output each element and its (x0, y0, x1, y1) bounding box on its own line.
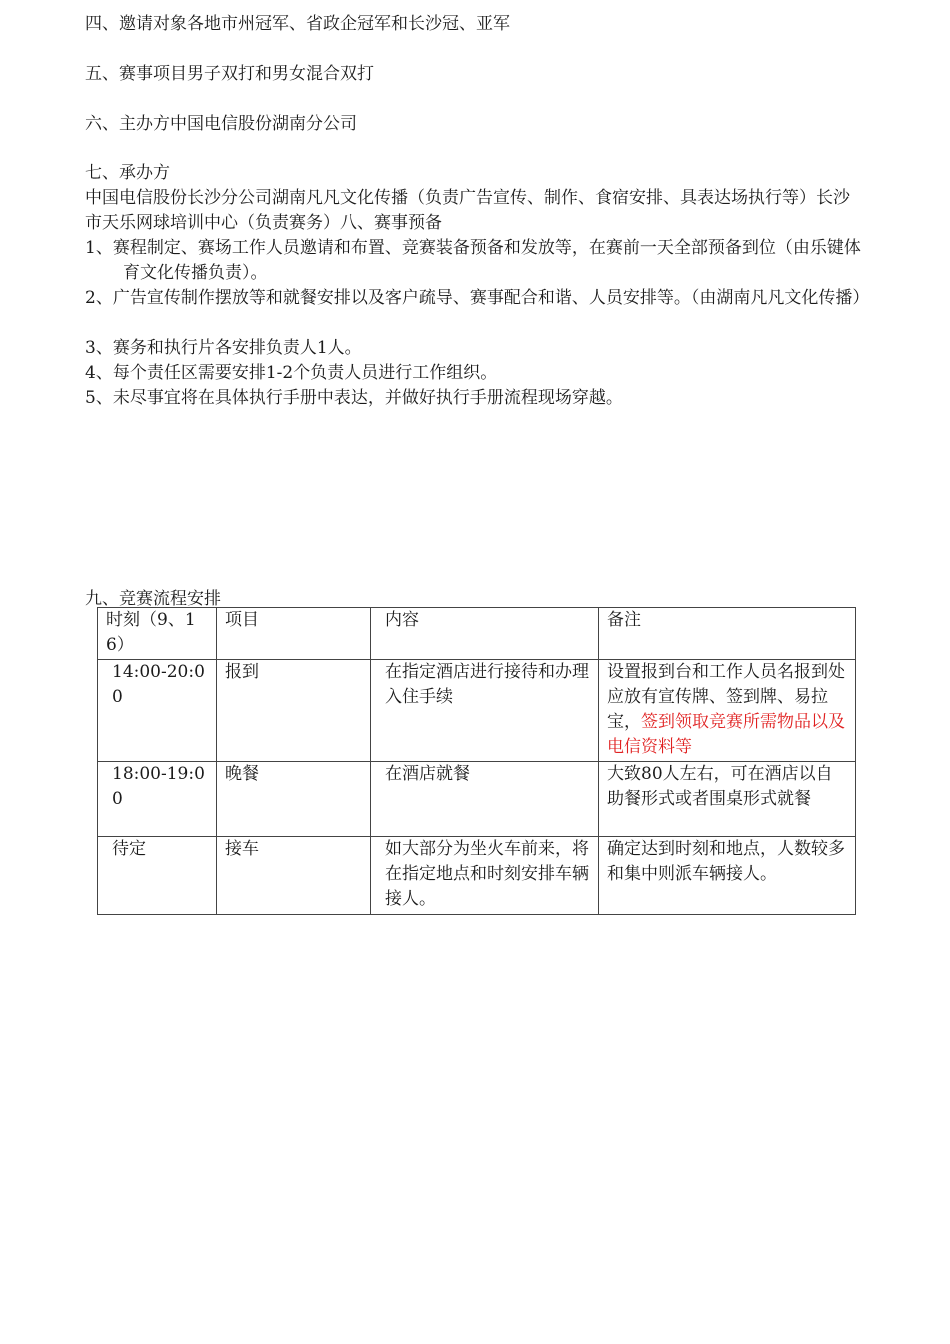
row-note-text: 确定达到时刻和地点，人数较多和集中则派车辆接人。 (607, 839, 845, 884)
section-5-events: 五、赛事项目男子双打和男女混合双打 (85, 64, 374, 84)
section-4-invitees: 四、邀请对象各地市州冠军、省政企冠军和长沙冠、亚军 (85, 14, 510, 34)
row-note (599, 660, 856, 762)
row-item: 报到 (217, 660, 371, 762)
header-item: 项目 (217, 608, 371, 660)
prep-item-1: 1、赛程制定、赛场工作人员邀请和布置、竞赛装备预备和发放等，在赛前一天全部预备到位（由乐键体育文化传播负责）。 (85, 238, 861, 283)
row-content: 如大部分为坐火车前来，将在指定地点和时刻安排车辆接人。 (371, 837, 599, 915)
header-note: 备注 (599, 608, 856, 660)
header-time: 时刻（9、16） (98, 608, 217, 660)
row-time: 14:00-20:00 (98, 660, 217, 762)
table-row (98, 837, 856, 915)
row-note-text: 大致80人左右，可在酒店以自助餐形式或者围桌形式就餐 (607, 764, 833, 809)
row-note (599, 762, 856, 837)
prep-item-5: 5、未尽事宜将在具体执行手册中表达，并做好执行手册流程现场穿越。 (85, 388, 623, 408)
row-note-text: 设置报到台和工作人员名报到处应放有宣传牌、签到牌、易拉宝， (607, 662, 845, 732)
row-note (599, 837, 856, 915)
table-row (98, 762, 856, 837)
row-item: 接车 (217, 837, 371, 915)
prep-item-3: 3、赛务和执行片各安排负责人1人。 (85, 338, 362, 358)
row-time: 待定 (98, 837, 217, 915)
header-content: 内容 (371, 608, 599, 660)
section-7-body: 中国电信股份长沙分公司湖南凡凡文化传播（负责广告宣传、制作、食宿安排、具表达场执行等）长沙市天乐网球培训中心（负责赛务）八、赛事预备 (85, 188, 850, 233)
row-item: 晚餐 (217, 762, 371, 837)
section-9-title: 九、竞赛流程安排 (85, 589, 221, 609)
prep-item-2: 2、广告宣传制作摆放等和就餐安排以及客户疏导、赛事配合和谐、人员安排等。（由湖南凡凡文化传播） (85, 288, 870, 308)
section-6-host: 六、主办方中国电信股份湖南分公司 (85, 114, 357, 134)
prep-item-4: 4、每个责任区需要安排1-2个负责人员进行工作组织。 (85, 363, 498, 383)
section-7-title: 七、承办方 (85, 163, 170, 183)
table-row (98, 660, 856, 762)
row-content: 在酒店就餐 (371, 762, 599, 837)
row-note-highlight: 签到领取竞赛所需物品以及电信资料等 (607, 712, 845, 757)
schedule-table (97, 607, 856, 915)
row-content: 在指定酒店进行接待和办理入住手续 (371, 660, 599, 762)
row-time: 18:00-19:00 (98, 762, 217, 837)
table-header-row (98, 608, 856, 660)
